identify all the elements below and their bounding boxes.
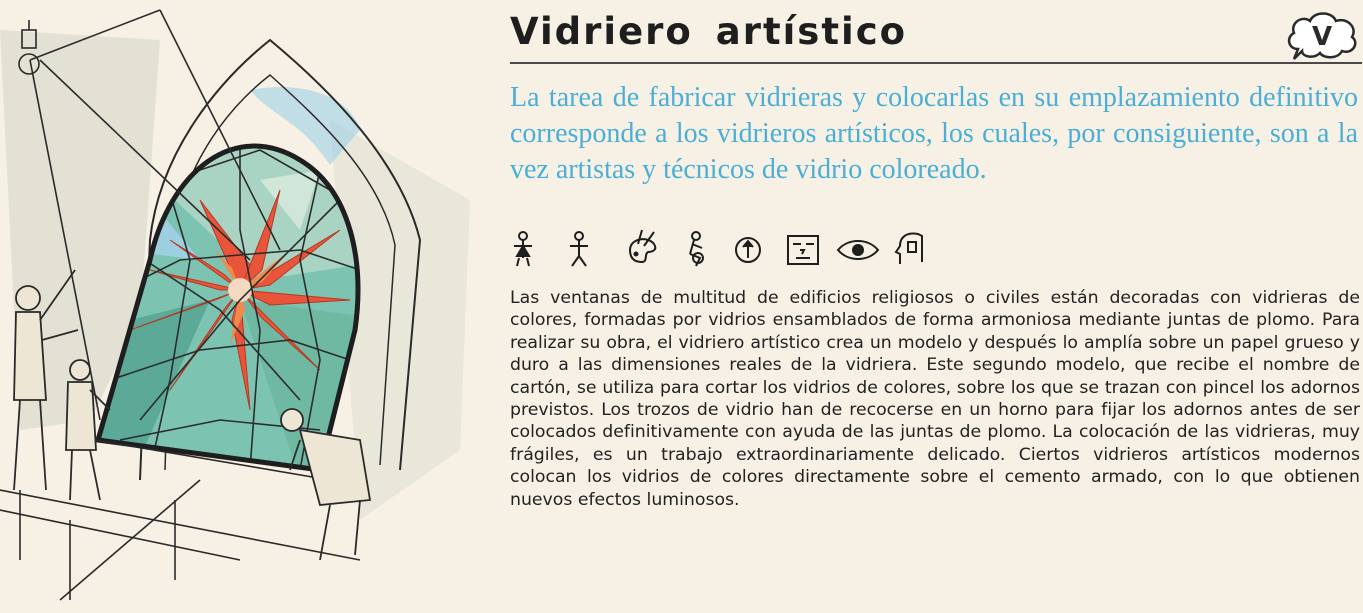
badge-letter: V xyxy=(1311,22,1333,52)
arrow-up-circle-icon xyxy=(736,238,760,262)
thinking-face-icon xyxy=(788,236,818,264)
profession-icons xyxy=(508,228,928,270)
woman-icon xyxy=(514,232,532,266)
title-divider xyxy=(510,62,1362,64)
kneeling-person-icon xyxy=(690,232,703,266)
body-paragraph: Las ventanas de multitud de edificios religiosos o civiles están decoradas con vidrieras de colores, formadas por vidrios ensamblados de forma armoniosa mediante juntas de plomo. Para realizar su obra, el vidriero artístico crea un modelo y después lo amplía sobre un papel grueso y duro a las dimensiones reales de la vidriera. Este segundo modelo, que recibe el nombre de cartón, se utiliza para cortar los vidrios de colores, sobre los que se trazan con pincel los adornos previstos. Los trozos de vidrio han de recocerse en un horno para fijar los adornos antes de ser colocados definitivamente con ayuda de las juntas de plomo. La colocación de las vidrieras, muy frágiles, es un trabajo extraordinariamente delicado. Ciertos vidrieros artísticos modernos colocan los vidrios de colores directamente sobre el cemento armado, con lo que obtienen nuevos efectos luminosos. xyxy=(510,288,1360,510)
lead-paragraph: La tarea de fabricar vidrieras y colocarlas en su emplazamiento definitivo corresponde a los vidrieros artísticos, los cuales, por consiguiente, son a la vez artistas y técnicos de vidrio coloreado. xyxy=(510,82,1358,185)
stained-glass-illustration xyxy=(0,0,495,613)
page-title: Vidriero artístico xyxy=(510,10,908,53)
cloud-badge-icon xyxy=(1284,9,1360,61)
palette-icon xyxy=(630,230,655,262)
head-profile-icon xyxy=(896,234,922,265)
man-icon xyxy=(570,232,588,266)
eye-icon xyxy=(838,241,878,259)
